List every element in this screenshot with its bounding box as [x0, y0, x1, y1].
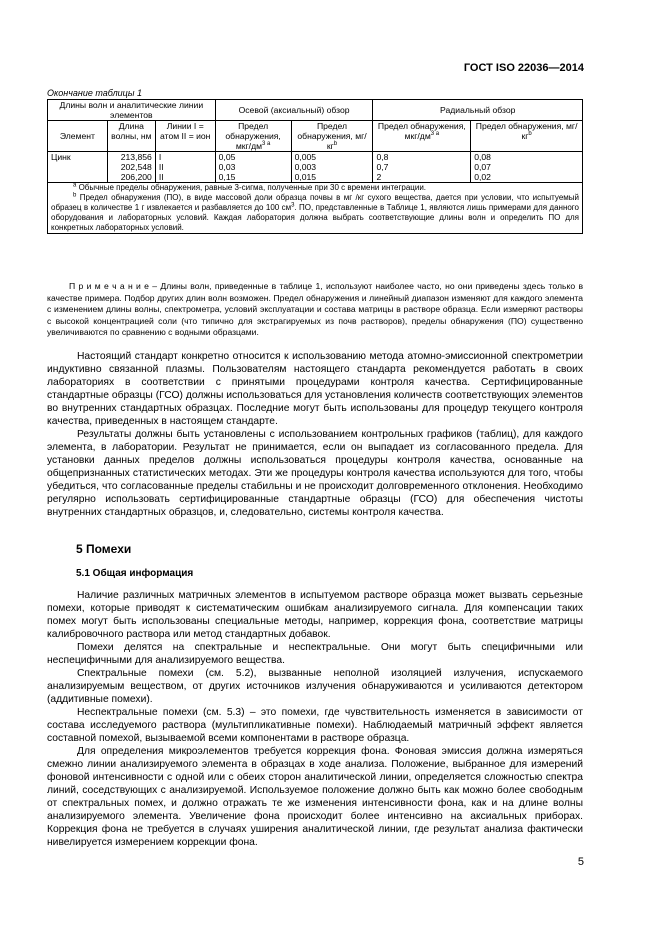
- paragraph: Результаты должны быть установлены с использованием контрольных графиков (таблиц), для каждого элемента, в лаборатории. Результат не принимается, если он выпадает из согласованного предела. Для установки данных пределов должны использоваться процедуры контроля качества, основанные на общепризнанных статистических методах. Эти же процедуры контроля качества используются для того, чтобы убедиться, что согласованные пределы стабильны и не происходит долговременного отклонения. Необходимо регулярно использовать сертифицированные стандартные образцы (ГСО) для обеспечения чистоты внутренних стандартных образцов, и, следовательно, системы контроля качества.: [47, 429, 583, 518]
- cell-line: I: [155, 152, 215, 163]
- cell-axial-frac: 0,003: [291, 162, 373, 172]
- cell-radial-conc: 0,8: [373, 152, 471, 163]
- col-header-element: Элемент: [48, 121, 108, 152]
- col-header-axial-conc: Предел обнаружения, мкг/$дм^{3 а}$: [215, 121, 291, 152]
- cell-radial-conc: 2: [373, 172, 471, 183]
- table-footnotes: [48, 183, 583, 234]
- page-number: 5: [577, 856, 584, 868]
- detection-limits-table: [47, 99, 583, 234]
- footnote-b: $^b$ Предел обнаружения (ПО), в виде массовой доли образца почвы в мг /кг сухого вещества, дается при условии, что испытуемый образец в количестве 1 г извлекается и разбавляется до 100 $см^3$. ПО, представленные в Таблице 1, являются лишь примерами для данного оборудования и лабораторных условий. Каждая лаборатория должна выбрать соответствующие длины волн и определить ПО для конкретных лабораторных условий.: [51, 192, 579, 232]
- intro-paragraphs: [47, 350, 583, 519]
- table-row: [48, 162, 583, 172]
- cell-radial-frac: 0,08: [471, 152, 583, 163]
- cell-radial-frac: 0,07: [471, 162, 583, 172]
- table-note: [47, 281, 583, 339]
- col-header-lines: Линии I = атом II = ион: [155, 121, 215, 152]
- cell-axial-conc: 0,05: [215, 152, 291, 163]
- table-caption: Окончание таблицы 1: [47, 88, 142, 98]
- cell-element: Цинк: [48, 152, 108, 163]
- cell-line: II: [155, 172, 215, 183]
- cell-axial-frac: 0,005: [291, 152, 373, 163]
- note-label: П р и м е ч а н и е: [69, 281, 149, 291]
- paragraph: Спектральные помехи (см. 5.2), вызванные неполной изоляцией излучения, испускаемого анализируемым веществом, от других источников излучения обнаруживаются и усиливаются детектором (аддитивные помехи).: [47, 668, 583, 705]
- section-5-title: 5 Помехи: [76, 542, 132, 556]
- section-5-1-title: 5.1 Общая информация: [76, 568, 194, 579]
- cell-axial-conc: 0,15: [215, 172, 291, 183]
- col-header-radial-frac: Предел обнаружения, $мг/кг^b$: [471, 121, 583, 152]
- cell-wavelength: 206,200: [107, 172, 155, 183]
- document-id: ГОСТ ISO 22036—2014: [463, 62, 584, 74]
- cell-wavelength: 202,548: [107, 162, 155, 172]
- cell-element: [48, 162, 108, 172]
- section-5-1-paragraphs: [47, 589, 583, 849]
- paragraph: Наличие различных матричных элементов в испытуемом растворе образца может вызвать серьезные помехи, которые приводят к систематическим ошибкам анализируемого сигнала. Для компенсации таких помех могут быть использованы специальные методы, например, коррекция фона, соответствие матрицы калибровочного раствора или метод стандартных добавок.: [47, 590, 583, 640]
- col-header-radial-conc: Предел обнаружения, мкг/$дм^{3 а}$: [373, 121, 471, 152]
- footnote-a: $^a$ Обычные пределы обнаружения, равные 3-сигма, полученные при 30 с времени интеграции.: [73, 182, 427, 192]
- cell-element: [48, 172, 108, 183]
- paragraph: Настоящий стандарт конкретно относится к использованию метода атомно-эмиссионной спектрометрии индуктивно связанной плазмы. Пользователям настоящего стандарта рекомендуется работать в своих лабораториях в соответствии с принятыми процедурами контроля качества. Сертифицированные стандартные образцы (ГСО) должны использоваться для установления количеств соответствующих элементов во внутренних стандартных образцах. Последние могут быть использованы для процедур текущего контроля качества, приведенных в настоящем стандарте.: [47, 351, 583, 427]
- table-row: [48, 172, 583, 183]
- group-header-lines: Длины волн и аналитические линии элементов: [48, 100, 216, 121]
- col-header-wavelength: Длина волны, нм: [107, 121, 155, 152]
- paragraph: Неспектральные помехи (см. 5.3) – это помехи, где чувствительность изменяется в зависимости от состава исследуемого раствора (мультипликативные помехи). Наблюдаемый матричный эффект является составной помехой, вызываемой всеми компонентами в растворе образца.: [47, 707, 583, 744]
- paragraph: Помехи делятся на спектральные и неспектральные. Они могут быть специфичными или неспецифичными для анализируемого вещества.: [47, 642, 583, 666]
- cell-axial-conc: 0,03: [215, 162, 291, 172]
- cell-wavelength: 213,856: [107, 152, 155, 163]
- group-header-radial: Радиальный обзор: [373, 100, 583, 121]
- cell-axial-frac: 0,015: [291, 172, 373, 183]
- cell-line: II: [155, 162, 215, 172]
- note-text: – Длины волн, приведенные в таблице 1, используют наиболее часто, но они приведены здесь только в качестве примера. Подбор других длин волн возможен. Предел обнаружения и линейный диапазон изменяют для каждого элемента с изменением длины волны, спектрометра, условий эксплуатации и состава матрицы в растворе образца. Если измеряют растворы с высокой концентрацией соли (что типично для экстрагируемых из почв растворов), пределы обнаружения (ПО) существенно увеличиваются по сравнению с водными образцами.: [47, 281, 584, 338]
- group-header-axial: Осевой (аксиальный) обзор: [215, 100, 373, 121]
- cell-radial-conc: 0,7: [373, 162, 471, 172]
- table-row: [48, 152, 583, 163]
- cell-radial-frac: 0,02: [471, 172, 583, 183]
- paragraph: Для определения микроэлементов требуется коррекция фона. Фоновая эмиссия должна измеряться смежно линии анализируемого элемента в образцах в ходе анализа. Положение, выбранное для измерений фоновой интенсивности с одной или с обеих сторон аналитической линии, определяется сложностью спектра линий, соседствующих с анализируемой. Используемое положение должно быть как можно более свободным от спектральных помех, и должно отражать те же изменения интенсивности фона, как и на длине волны анализируемого элемента. Увеличение фона происходит более интенсивно на аксиальных приборах. Коррекция фона не требуется в случаях уширения аналитической линии, где результат анализа фактически нивелируется измерением коррекции фона.: [47, 746, 583, 848]
- col-header-axial-frac: Предел обнаружения, $мг/кг^b$: [291, 121, 373, 152]
